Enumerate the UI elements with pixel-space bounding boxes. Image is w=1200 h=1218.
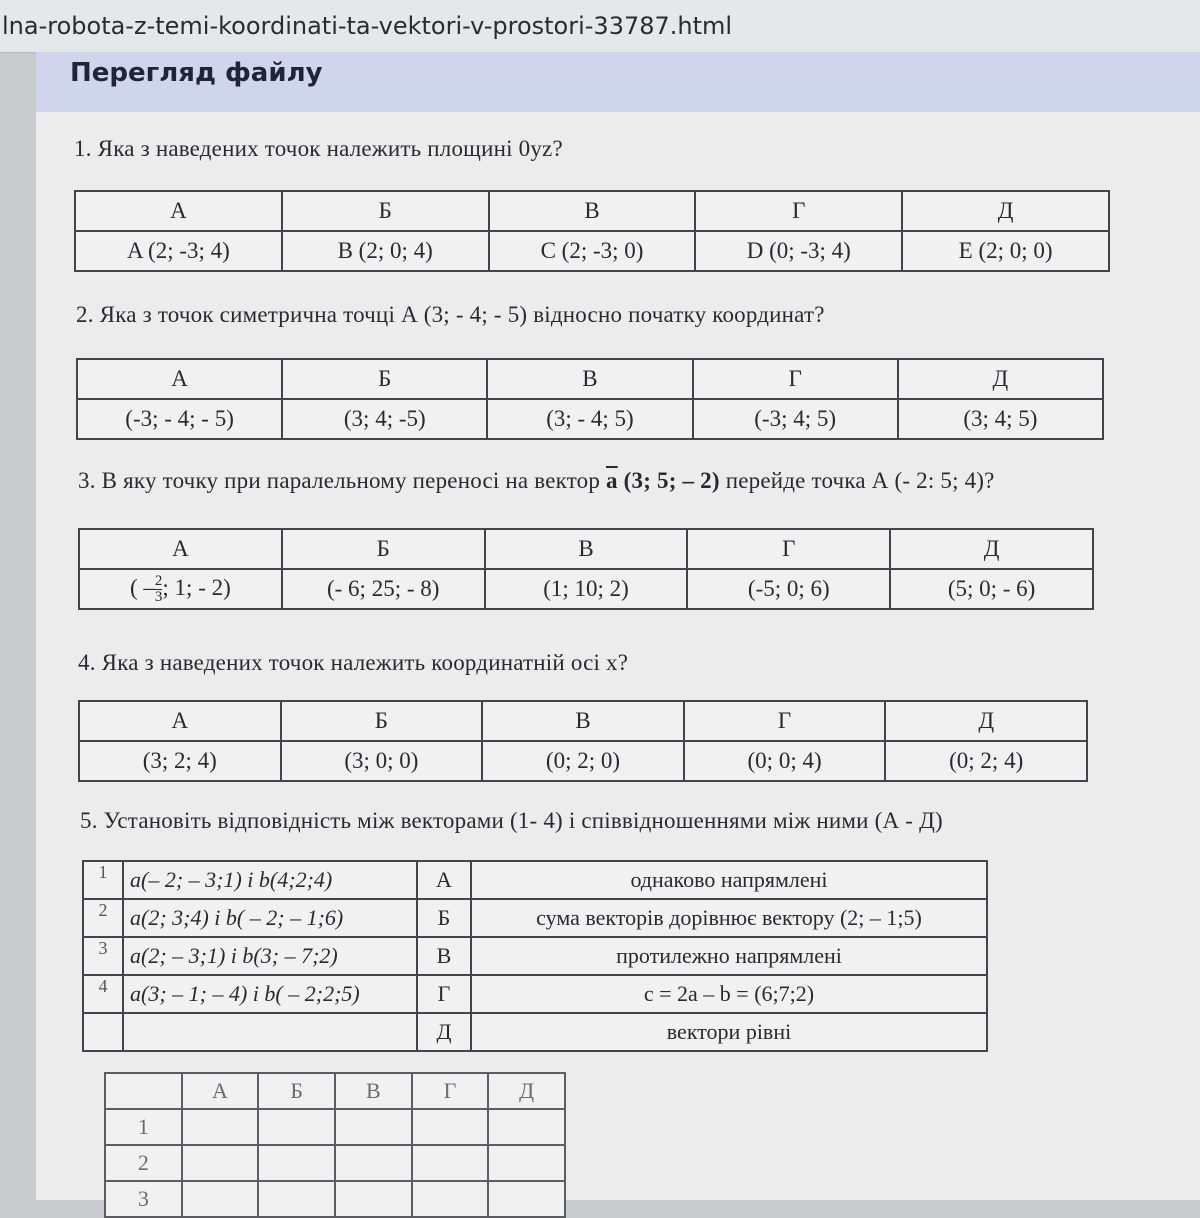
answer-table-1 (74, 190, 1110, 272)
answer-cell: D (0; -3; 4) (695, 231, 902, 271)
question-3 (78, 468, 995, 494)
header-cell: А (75, 191, 282, 231)
grid-corner-cell (105, 1073, 182, 1109)
header-cell: В (482, 701, 684, 741)
answer-cell: (3; 4; -5) (282, 399, 487, 439)
header-cell: Б (282, 529, 485, 569)
answer-cell: (- 6; 25; - 8) (282, 569, 485, 609)
answer-cell: C (2; -3; 0) (489, 231, 696, 271)
grid-cell (258, 1181, 335, 1217)
header-cell: Г (695, 191, 902, 231)
answer-cell: B (2; 0; 4) (282, 231, 489, 271)
option-letter: Б (417, 899, 471, 937)
fraction-denominator: 3 (154, 588, 163, 605)
question-number: 4. (78, 650, 96, 675)
answer-cell: (-5; 0; 6) (687, 569, 890, 609)
grid-row-label: 3 (105, 1181, 182, 1217)
grid-cell (182, 1109, 259, 1145)
answer-cell: (-3; - 4; - 5) (77, 399, 282, 439)
matching-row (83, 861, 987, 899)
question-text: Яка з точок симетрична точці А (3; - 4; - 5) відносно початку координат? (99, 302, 825, 327)
table-header-row (75, 191, 1109, 231)
option-letter: А (417, 861, 471, 899)
header-cell: В (487, 359, 692, 399)
table-answer-row (79, 741, 1087, 781)
option-description: однаково напрямлені (471, 861, 987, 899)
grid-row (105, 1181, 565, 1217)
matching-table (82, 860, 988, 1052)
row-number: 3 (83, 937, 123, 975)
header-cell: Д (898, 359, 1103, 399)
grid-cell (412, 1145, 489, 1181)
grid-cell (488, 1181, 565, 1217)
header-cell: Д (885, 701, 1087, 741)
grid-cell (182, 1145, 259, 1181)
matching-row (83, 899, 987, 937)
header-cell: В (489, 191, 696, 231)
matching-row (83, 937, 987, 975)
grid-cell (182, 1181, 259, 1217)
row-number: 1 (83, 861, 123, 899)
grid-header-row (105, 1073, 565, 1109)
question-text: Яка з наведених точок належить координатній осі x? (101, 650, 629, 675)
header-cell: Д (890, 529, 1093, 569)
answer-cell: (0; 0; 4) (684, 741, 886, 781)
answer-cell: (3; 2; 4) (79, 741, 281, 781)
question-4 (78, 650, 628, 676)
answer-cell: (0; 2; 4) (885, 741, 1087, 781)
answer-table-4 (78, 700, 1088, 782)
header-cell: Г (693, 359, 898, 399)
table-answer-row (79, 569, 1093, 609)
question-number: 2. (76, 302, 94, 327)
option-description: сума векторів дорівнює вектору (2; – 1;5) (471, 899, 987, 937)
question-text-tail: перейде точка А (- 2: 5; 4)? (725, 468, 995, 493)
answer-cell: (3; 0; 0) (281, 741, 483, 781)
answer-cell: (5; 0; - 6) (890, 569, 1093, 609)
header-cell: Б (282, 359, 487, 399)
header-cell: Б (281, 701, 483, 741)
header-cell: Б (282, 191, 489, 231)
header-cell: Г (684, 701, 886, 741)
answer-cell: A (2; -3; 4) (75, 231, 282, 271)
header-cell: А (77, 359, 282, 399)
grid-column-label: Д (488, 1073, 565, 1109)
header-cell: Г (687, 529, 890, 569)
answer-cell: (1; 10; 2) (485, 569, 688, 609)
option-description: c = 2a – b = (6;7;2) (471, 975, 987, 1013)
answer-rest: ; 1; - 2) (162, 574, 231, 600)
grid-row (105, 1145, 565, 1181)
table-header-row (79, 529, 1093, 569)
grid-column-label: Г (412, 1073, 489, 1109)
option-description: протилежно напрямлені (471, 937, 987, 975)
table-header-row (79, 701, 1087, 741)
answer-grid (104, 1072, 566, 1218)
header-cell: А (79, 701, 281, 741)
table-answer-row (75, 231, 1109, 271)
grid-row (105, 1109, 565, 1145)
grid-column-label: В (335, 1073, 412, 1109)
grid-cell (335, 1145, 412, 1181)
grid-cell (335, 1181, 412, 1217)
answer-cell (79, 569, 282, 609)
option-letter: Г (417, 975, 471, 1013)
option-letter: В (417, 937, 471, 975)
vector-pair: a(3; – 1; – 4) і b( – 2;2;5) (123, 975, 417, 1013)
vector-pair: a(2; 3;4) і b( – 2; – 1;6) (123, 899, 417, 937)
answer-cell: (3; 4; 5) (898, 399, 1103, 439)
question-5 (80, 808, 943, 834)
table-answer-row (77, 399, 1103, 439)
question-text: Яка з наведених точок належить площині 0yz? (97, 136, 563, 161)
header-cell: Д (902, 191, 1109, 231)
option-description: вектори рівні (471, 1013, 987, 1051)
grid-cell (488, 1109, 565, 1145)
question-number: 3. (78, 468, 96, 493)
answer-cell: (0; 2; 0) (482, 741, 684, 781)
header-cell: А (79, 529, 282, 569)
question-text: В яку точку при паралельному переносі на вектор (101, 468, 601, 493)
grid-cell (488, 1145, 565, 1181)
option-letter: Д (417, 1013, 471, 1051)
grid-cell (258, 1145, 335, 1181)
question-number: 1. (74, 136, 92, 161)
grid-row-label: 2 (105, 1145, 182, 1181)
row-number (83, 1013, 123, 1051)
table-header-row (77, 359, 1103, 399)
row-number: 2 (83, 899, 123, 937)
url-text[interactable]: lna-robota-z-temi-koordinati-ta-vektori-v-prostori-33787.html (2, 12, 733, 40)
answer-open-paren: ( – (130, 574, 155, 600)
matching-row (83, 1013, 987, 1051)
matching-row (83, 975, 987, 1013)
vector-a-symbol: $\overline{a}$ (606, 468, 618, 493)
question-1 (74, 136, 563, 162)
grid-cell (412, 1181, 489, 1217)
fraction-numerator: 2 (154, 572, 163, 589)
answer-table-3 (78, 528, 1094, 610)
question-text: Установіть відповідність між векторами (1- 4) і співвідношеннями між ними (А - Д) (103, 808, 943, 833)
row-number: 4 (83, 975, 123, 1013)
grid-cell (335, 1109, 412, 1145)
answer-cell: (3; - 4; 5) (487, 399, 692, 439)
question-2 (76, 302, 825, 328)
answer-cell: (-3; 4; 5) (693, 399, 898, 439)
answer-table-2 (76, 358, 1104, 440)
vector-pair (123, 1013, 417, 1051)
viewer-title: Перегляд файлу (70, 58, 323, 88)
answer-cell: E (2; 0; 0) (902, 231, 1109, 271)
question-number: 5. (80, 808, 98, 833)
header-cell: В (485, 529, 688, 569)
vector-pair: a(2; – 3;1) і b(3; – 7;2) (123, 937, 417, 975)
grid-row-label: 1 (105, 1109, 182, 1145)
vector-pair: a(– 2; – 3;1) і b(4;2;4) (123, 861, 417, 899)
grid-cell (412, 1109, 489, 1145)
grid-column-label: Б (258, 1073, 335, 1109)
grid-column-label: А (182, 1073, 259, 1109)
grid-cell (258, 1109, 335, 1145)
vector-coords: (3; 5; – 2) (623, 468, 720, 493)
